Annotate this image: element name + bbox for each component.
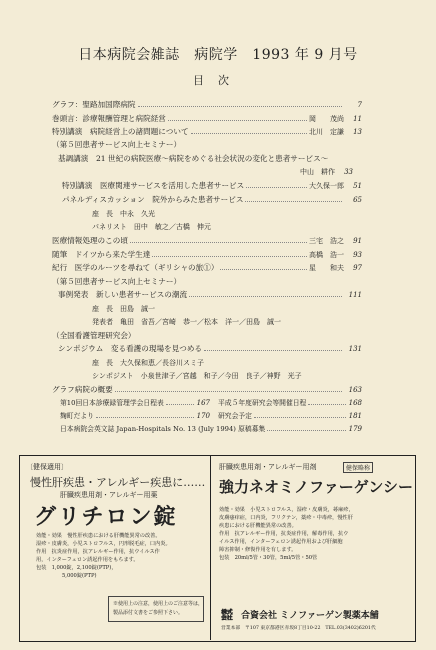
toc-entry-page: 51 [353, 182, 362, 190]
dot-leader [115, 385, 342, 392]
dot-leader [191, 127, 307, 134]
journal-title: 日本病院会雑誌 病院学 1993 年 9 月号 [78, 47, 358, 63]
chair-names: 座 長 大久保和恵／長谷川スミ子 [92, 359, 204, 367]
toc-entry-title: シンポジウム 変る看護の現場を見つめる [58, 344, 203, 353]
presenter-names: 発表者 亀田 省吾／宮崎 恭一／松本 洋一／田島 誠一 [92, 318, 281, 326]
ad-note-line: ※使用上の注意，使用上のご注意等は， [113, 601, 204, 607]
toc-entry[interactable] [52, 100, 362, 110]
ad-body-line: 用，インターフェロン誘起作用をもちます。 [36, 557, 139, 563]
toc-entry-page: 13 [353, 128, 362, 136]
toc-entry-page: 97 [353, 264, 362, 272]
toc-entry-page: 163 [348, 386, 362, 394]
chair-names: 座 長 田島 誠一 [92, 305, 155, 313]
toc-entry-title: 紀行 医学のルーツを尋ねて（ギリシャの旅①） [52, 263, 219, 272]
dot-leader [152, 250, 307, 257]
misc-title: 研究会予定 [218, 412, 252, 420]
toc-entry-page: 65 [353, 196, 362, 204]
panelist-names: パネリスト 田中 敏之／古橋 伸元 [92, 223, 211, 231]
ad-body-line: 疾患における肝機能異常の改善。 [219, 523, 297, 529]
symposist-names: シンポジスト 小泉世津子／宮越 和子／今田 良子／神野 光子 [92, 372, 302, 380]
toc-entry-title: 随筆 ドイツから来た学生達 [52, 250, 151, 259]
chair-names: 座 長 中永 久光 [92, 210, 155, 218]
ad-body-line: 包装 1,000錠，2,100錠(PTP)， [36, 565, 117, 571]
toc-entry-author: 北川 定謙 [309, 128, 344, 136]
ad-body-line: 5,000錠(PTP) [62, 573, 97, 579]
ad-insurance-tag: 健保略称 [343, 462, 373, 473]
toc-entry-page: 131 [348, 345, 362, 353]
ad-note-line: 製品添付文書をご参照下さい。 [113, 610, 184, 616]
toc-entry[interactable] [300, 167, 362, 177]
toc-entry[interactable] [52, 263, 362, 273]
ad-body-line: 湿疹・皮膚炎，小児ストロフルス，円形脱毛症，口内炎。 [36, 541, 171, 547]
toc-entry-page: 93 [353, 251, 362, 259]
dot-leader [130, 236, 307, 243]
ad-maker-logo: ㍿ [221, 608, 234, 622]
toc-entry[interactable] [52, 127, 362, 137]
ad-left-panel [20, 456, 211, 640]
dot-leader [138, 100, 342, 107]
ad-body-line: 効能・効果 小児ストロフルス，湿疹・皮膚炎，蕁麻疹， [219, 507, 354, 513]
toc-entry-title: 事例発表 新しい患者サービスの潮流 [58, 290, 188, 299]
misc-entry[interactable] [218, 411, 362, 421]
ad-brand-glycyron: グリチロン錠 [34, 505, 178, 530]
dot-leader [96, 411, 194, 418]
toc-entry-title: グラフ：聖路加国際病院 [52, 100, 136, 109]
section-label: （第５回患者サービス向上セミナー） [52, 140, 182, 149]
toc-entry-title: グラフ病院の概要 [52, 385, 113, 394]
dot-leader [166, 398, 194, 405]
toc-entry-page: 11 [353, 115, 362, 123]
misc-title: 麹町だより [60, 412, 94, 420]
dot-leader [204, 344, 342, 351]
misc-entry[interactable] [60, 398, 210, 408]
ad-insurance-tag: 〔健保適用〕 [26, 463, 68, 471]
advertisement [19, 455, 416, 642]
ad-body-line: 障害抑制・修復作用を有します。 [219, 547, 297, 553]
toc-entry[interactable] [58, 344, 362, 354]
toc-entry-author: 三宅 浩之 [309, 237, 344, 245]
ad-body-line: 効能・効果 慢性肝疾患における肝機能異常の改善。 [36, 533, 161, 539]
toc-entry-title: 特別講演 医療関連サービスを活用した患者サービス [62, 181, 245, 190]
ad-body-line: 包装 20ml/5管・30管，5ml/5管・50管 [219, 555, 318, 561]
misc-title: 平成５年度研究会等開催日程 [218, 399, 307, 407]
dot-leader [246, 181, 307, 188]
ad-note-box [108, 596, 204, 622]
misc-page: 181 [348, 412, 362, 420]
misc-page: 168 [348, 399, 362, 407]
ad-right-panel [211, 456, 414, 640]
toc-entry[interactable] [52, 385, 362, 395]
toc-entry-author: 高橋 浩一 [309, 251, 344, 259]
ad-maker-address: 営業本部 〒107 東京都港区赤坂8丁目10-22 TEL.03(3402)6201代 [221, 626, 376, 631]
dot-leader [267, 424, 346, 431]
toc-entry[interactable] [62, 195, 362, 205]
toc-entry-author: 大久保一郎 [309, 182, 344, 190]
toc-entry-page: 7 [357, 101, 362, 109]
toc-entry[interactable] [62, 181, 362, 191]
dot-leader [245, 195, 342, 202]
toc-entry-title[interactable]: 基調講演 21 世紀の病院医療～病院をめぐる社会状況の変化と患者サービス～ [58, 154, 329, 163]
dot-leader [220, 263, 307, 270]
dot-leader [168, 114, 307, 121]
toc-entry-title: 巻頭言：診療報酬管理と病院経営 [52, 114, 166, 123]
ad-body-line: 作用 抗炎症作用，抗アレルギー作用，抗ウイルス作 [36, 549, 160, 555]
toc-heading: 目次 [193, 74, 243, 87]
ad-body-line: イルス作用，インターフェロン誘起作用および肝細胞 [219, 539, 343, 545]
misc-title: 第10回日本診療録管理学会日程表 [60, 399, 164, 407]
ad-body-line: 作用 抗アレルギー作用，抗炎症作用，解毒作用，抗ウ [219, 531, 349, 537]
ad-subhead: 肝臓疾患用剤・アレルギー用薬 [60, 491, 158, 499]
toc-entry-page: 111 [348, 291, 362, 299]
toc-entry-page: 91 [353, 237, 362, 245]
toc-entry[interactable] [52, 250, 362, 260]
dot-leader [254, 411, 346, 418]
toc-entry-title: パネルディスカッション 院外からみた患者サービス [62, 195, 244, 204]
dot-leader [308, 398, 346, 405]
misc-entry[interactable] [218, 398, 362, 408]
ad-subhead: 肝臓疾患用剤・アレルギー用剤 [219, 463, 317, 471]
ad-body-line: 皮膚瘙痒症，口内炎，フリクテン，薬疹・中毒疹，慢性肝 [219, 515, 353, 521]
misc-page: 170 [196, 412, 210, 420]
section-label: （第５回患者サービス向上セミナー） [52, 277, 182, 286]
ad-brand-neo-minophagen: 強力ネオミノファーゲンシー [219, 478, 414, 496]
toc-entry[interactable] [58, 290, 362, 300]
toc-entry-author: 星 和夫 [309, 264, 344, 272]
toc-entry-title: 医療情報処理のこの頃 [52, 236, 128, 245]
toc-entry[interactable] [52, 236, 362, 246]
ad-body [219, 506, 354, 562]
toc-entry-author: 岡 茂尚 [309, 115, 344, 123]
misc-title: 日本病院会英文誌 Japan-Hospitals No. 13 (July 1994) 原稿募集 [60, 425, 266, 433]
toc-entry[interactable] [52, 114, 362, 124]
toc-entry-title: 特別講演 病院経営上の諸問題について [52, 127, 189, 136]
ad-maker-name: 合資会社 ミノファーゲン製薬本舗 [241, 611, 379, 621]
ad-body [36, 532, 171, 580]
misc-page: 179 [348, 425, 362, 433]
toc-entry-page: 33 [344, 168, 353, 176]
section-label: （全国看護管理研究会） [52, 331, 136, 340]
misc-entry[interactable] [60, 424, 362, 434]
misc-page: 167 [196, 399, 210, 407]
misc-entry[interactable] [60, 411, 210, 421]
ad-headline: 慢性肝疾患・アレルギー疾患に…… [30, 476, 206, 489]
dot-leader [189, 290, 342, 297]
toc-entry-author: 中山 耕作 [300, 168, 335, 176]
